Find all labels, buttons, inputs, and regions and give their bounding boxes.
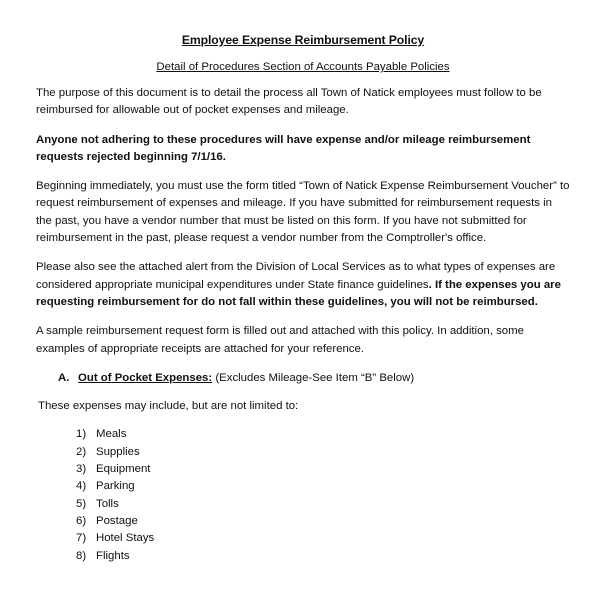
list-item	[76, 548, 570, 565]
document-subtitle: Detail of Procedures Section of Accounts Payable Policies	[156, 61, 450, 73]
sample-form-paragraph: A sample reimbursement request form is filled out and attached with this policy. In addition, some examples of appropriate receipts are attached for your reference.	[36, 325, 524, 355]
list-item-number: 4)	[76, 480, 87, 493]
section-a-note: (Excludes Mileage-See Item “B” Below)	[212, 371, 415, 384]
section-a-title: Out of Pocket Expenses:	[78, 371, 213, 384]
list-item-number: 6)	[76, 514, 87, 527]
section-a-heading	[58, 370, 570, 387]
guidelines-warning: . If the expenses you are requesting reimbursement for do not fall within these guidelines, you will not be reimbursed.	[36, 278, 561, 308]
list-item-label: Flights	[96, 549, 130, 562]
expenses-list-intro: These expenses may include, but are not limited to:	[38, 400, 299, 413]
list-item	[76, 513, 570, 530]
guidelines-text: Please also see the attached alert from the Division of Local Services as to what types of expenses are considered appropriate municipal expenditures under State finance guidelines	[36, 261, 556, 291]
list-item-number: 1)	[76, 428, 87, 441]
section-a-letter: A.	[58, 371, 70, 384]
list-item-number: 5)	[76, 497, 87, 510]
list-item-label: Equipment	[96, 463, 151, 476]
list-item-label: Hotel Stays	[96, 532, 155, 545]
form-instructions-paragraph: Beginning immediately, you must use the form titled “Town of Natick Expense Reimbursement Voucher” to request reimbursement of expenses and mileage. If you have submitted for reimbursement requests in the past, you have a vendor number that must be listed on this form. If you have not submitted for reimbursement in the past, please request a vendor number from the Comptroller's office.	[36, 180, 570, 245]
list-item	[76, 496, 570, 513]
list-item-number: 8)	[76, 549, 87, 562]
list-item	[76, 444, 570, 461]
list-item-label: Meals	[96, 428, 127, 441]
list-item-number: 2)	[76, 445, 87, 458]
adherence-warning-paragraph: Anyone not adhering to these procedures will have expense and/or mileage reimbursement requests rejected beginning 7/1/16.	[36, 133, 531, 163]
purpose-paragraph: The purpose of this document is to detail the process all Town of Natick employees must follow to be reimbursed for allowable out of pocket expenses and mileage.	[36, 87, 542, 117]
guidelines-paragraph	[36, 259, 570, 311]
list-item	[76, 530, 570, 547]
list-item-label: Tolls	[96, 497, 119, 510]
list-item-label: Supplies	[96, 445, 140, 458]
expenses-list	[36, 426, 570, 564]
list-item	[76, 461, 570, 478]
document-title: Employee Expense Reimbursement Policy	[181, 33, 425, 47]
list-item-label: Postage	[96, 514, 138, 527]
list-item	[76, 426, 570, 443]
list-item-number: 3)	[76, 463, 87, 476]
list-item	[76, 478, 570, 495]
list-item-number: 7)	[76, 532, 87, 545]
list-item-label: Parking	[96, 480, 135, 493]
